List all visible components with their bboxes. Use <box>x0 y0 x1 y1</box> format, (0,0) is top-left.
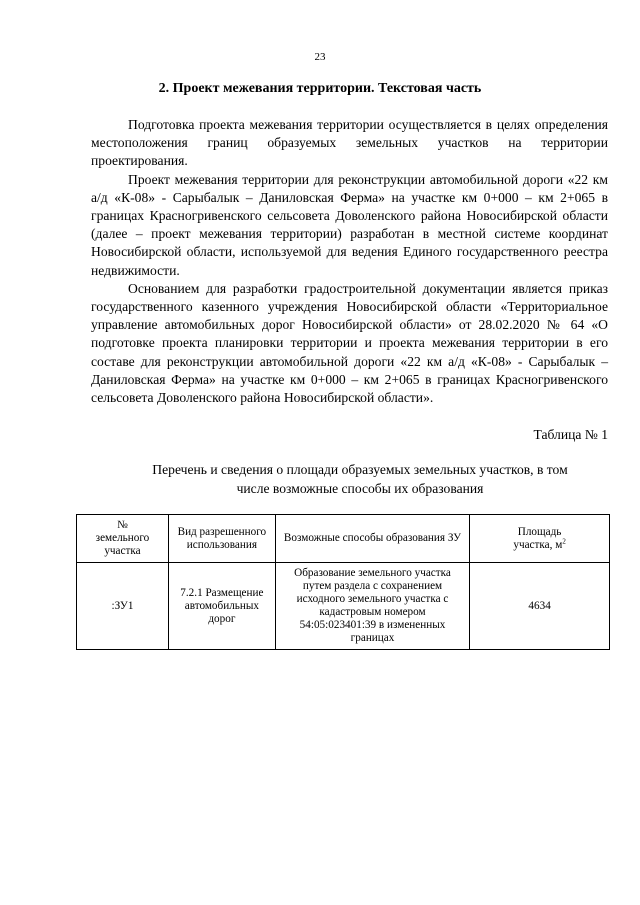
paragraph: Проект межевания территории для реконструкции автомобильной дороги «22 км а/д «К-08» - Сарыбалык – Даниловская Ферма» на участке км 0+000 – км 2+065 в границах Красногривенского сельсовета Доволенского района Новосибирской области (далее – проект межевания территории) разработан в местной системе координат Новосибирской области, используемой для ведения Единого государственного реестра недвижимости. <box>91 171 608 278</box>
cell-area: 4634 <box>470 563 610 650</box>
header-area-unit-sup: 2 <box>562 536 566 545</box>
header-area-label: Площадь участка, м <box>513 525 563 551</box>
land-plots-table <box>76 514 610 650</box>
table-row <box>77 563 610 650</box>
header-plot-number: № земельного участка <box>77 515 169 563</box>
paragraph: Подготовка проекта межевания территории осуществляется в целях определения местоположения границ образуемых земельных участков на территории проектирования. <box>91 117 608 169</box>
cell-permitted-use: 7.2.1 Размещение автомобильных дорог <box>168 563 275 650</box>
header-area <box>470 515 610 563</box>
table-caption <box>0 461 640 498</box>
table-header-row <box>77 515 610 563</box>
table-caption-line: Перечень и сведения о площади образуемых земельных участков, в том <box>152 462 568 477</box>
table-label: Таблица № 1 <box>533 427 608 442</box>
section-heading: 2. Проект межевания территории. Текстовая часть <box>158 81 482 96</box>
header-permitted-use: Вид разрешенного использования <box>168 515 275 563</box>
header-formation-methods: Возможные способы образования ЗУ <box>275 515 469 563</box>
cell-plot-id: :ЗУ1 <box>77 563 169 650</box>
table-caption-line: числе возможные способы их образования <box>236 480 484 496</box>
body-text <box>91 116 608 407</box>
paragraph: Основанием для разработки градостроительной документации является приказ государственного казенного учреждения Новосибирской области «Территориальное управление автомобильных дорог Новосибирской области» от 28.02.2020 № 64 «О подготовке проекта планировки территории и проекта межевания территории в его составе для реконструкции автомобильной дороги «22 км а/д «К-08» - Сарыбалык – Даниловская Ферма» на участке км 0+000 – км 2+065 в границах Красногривенского сельсовета Доволенского района Новосибирской области». <box>91 280 608 406</box>
cell-formation-method: Образование земельного участка путем раздела с сохранением исходного земельного участка с кадастровым номером 54:05:023401:39 в измененных границах <box>275 563 469 650</box>
page-number: 23 <box>314 51 326 63</box>
